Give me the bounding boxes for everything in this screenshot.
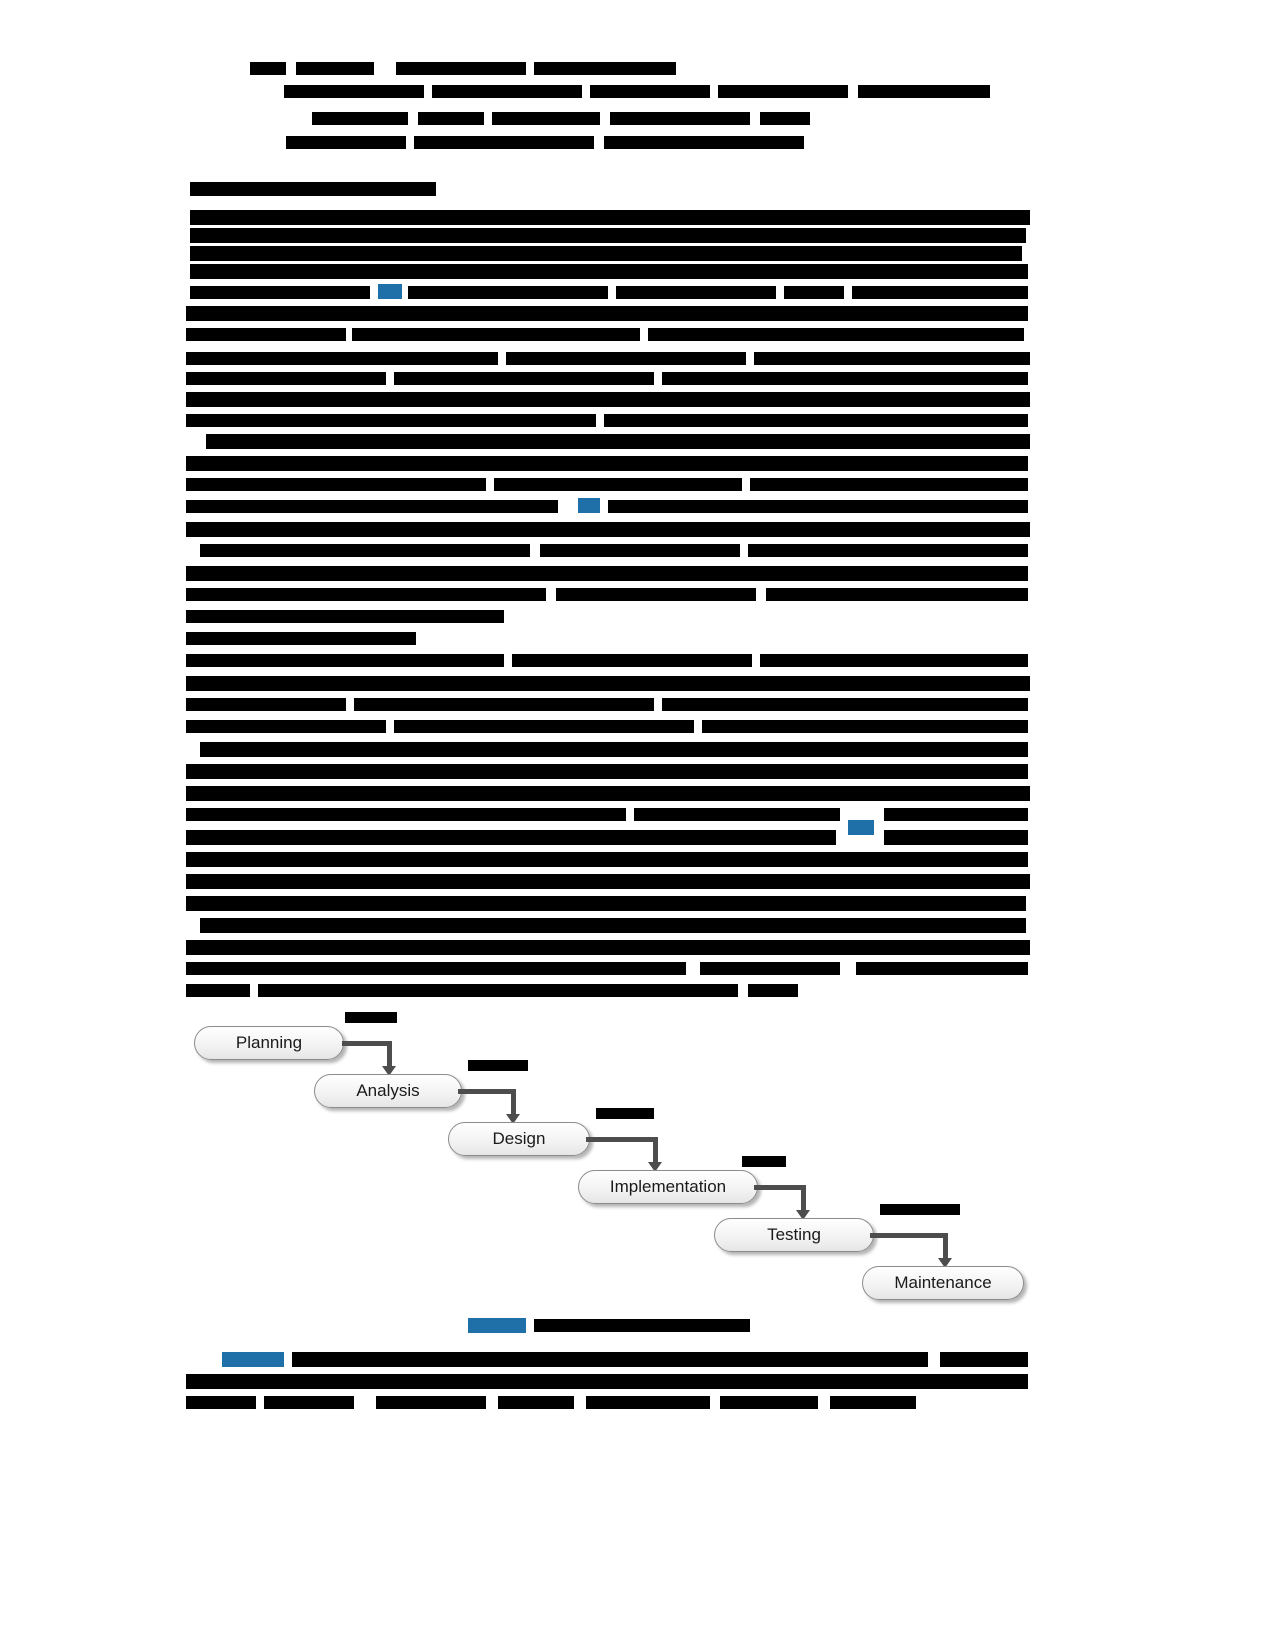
text-line	[206, 434, 1030, 449]
text-line	[748, 984, 798, 997]
flow-node-testing[interactable]	[714, 1218, 874, 1252]
edge-label-redacted	[345, 1012, 397, 1023]
text-line	[940, 1352, 1028, 1367]
text-line	[190, 246, 1022, 261]
text-line	[186, 328, 346, 341]
text-fragment	[432, 85, 582, 98]
text-fragment	[760, 112, 810, 125]
text-line	[884, 808, 1028, 821]
text-line	[186, 588, 546, 601]
text-line	[354, 698, 654, 711]
text-line	[648, 328, 1024, 341]
text-line	[186, 720, 386, 733]
text-fragment	[296, 62, 374, 75]
text-line	[186, 654, 504, 667]
text-line	[766, 588, 1028, 601]
text-line	[856, 962, 1028, 975]
text-line	[700, 962, 840, 975]
text-fragment	[604, 136, 804, 149]
text-line	[186, 1396, 256, 1409]
connector-implementation-testing	[754, 1185, 806, 1190]
section-heading	[190, 182, 436, 196]
flow-node-analysis[interactable]	[314, 1074, 462, 1108]
citation-marker	[848, 820, 874, 835]
connector-analysis-design	[458, 1089, 516, 1094]
text-line	[748, 544, 1028, 557]
text-fragment	[396, 62, 526, 75]
text-line	[352, 328, 640, 341]
flow-node-planning[interactable]	[194, 1026, 344, 1060]
text-fragment	[250, 62, 286, 75]
text-line	[186, 632, 416, 645]
flow-node-label: Maintenance	[894, 1273, 992, 1292]
reference-label	[222, 1352, 284, 1367]
text-line	[186, 456, 1028, 471]
text-line	[186, 414, 596, 427]
edge-label-redacted	[880, 1204, 960, 1215]
text-line	[604, 414, 1028, 427]
connector-testing-maintenance	[870, 1233, 948, 1238]
text-fragment	[286, 136, 406, 149]
text-line	[186, 896, 1026, 911]
text-line	[494, 478, 742, 491]
text-line	[186, 372, 386, 385]
text-line	[186, 306, 1028, 321]
text-fragment	[414, 136, 594, 149]
text-line	[506, 352, 746, 365]
text-line	[186, 940, 1030, 955]
text-line	[186, 1374, 1028, 1389]
flow-node-label: Planning	[235, 1033, 303, 1052]
text-fragment	[718, 85, 848, 98]
text-line	[200, 742, 1028, 757]
flow-node-label: Design	[492, 1129, 546, 1148]
flow-node-label: Testing	[767, 1225, 821, 1244]
text-line	[190, 228, 1026, 243]
text-line	[186, 962, 686, 975]
text-line	[186, 500, 558, 513]
text-fragment	[590, 85, 710, 98]
text-line	[186, 610, 504, 623]
text-line	[750, 478, 1028, 491]
edge-label-redacted	[596, 1108, 654, 1119]
text-line	[186, 786, 1030, 801]
text-line	[186, 698, 346, 711]
text-line	[754, 352, 1030, 365]
text-line	[498, 1396, 574, 1409]
text-line	[186, 984, 250, 997]
text-line	[190, 210, 1030, 225]
connector-planning-analysis	[342, 1041, 392, 1046]
text-line	[408, 286, 608, 299]
text-line	[186, 478, 486, 491]
text-line	[186, 566, 1028, 581]
figure-1-flowchart	[180, 1010, 1060, 1320]
text-fragment	[492, 112, 600, 125]
text-fragment	[312, 112, 408, 125]
text-line	[190, 264, 1028, 279]
edge-label-redacted	[468, 1060, 528, 1071]
text-line	[200, 918, 1026, 933]
text-fragment	[534, 62, 676, 75]
text-line	[200, 544, 530, 557]
text-line	[186, 764, 1028, 779]
text-line	[760, 654, 1028, 667]
text-line	[190, 286, 370, 299]
text-line	[258, 984, 738, 997]
text-line	[394, 720, 694, 733]
text-line	[852, 286, 1028, 299]
text-line	[884, 830, 1028, 845]
edge-label-redacted	[742, 1156, 786, 1167]
text-line	[634, 808, 840, 821]
text-fragment	[858, 85, 990, 98]
text-line	[394, 372, 654, 385]
text-line	[186, 392, 1030, 407]
flow-node-label: Implementation	[609, 1177, 727, 1196]
text-line	[556, 588, 756, 601]
text-line	[376, 1396, 486, 1409]
flow-node-design[interactable]	[448, 1122, 590, 1156]
text-line	[720, 1396, 818, 1409]
text-line	[186, 830, 836, 845]
text-line	[186, 352, 498, 365]
text-line	[186, 676, 1030, 691]
flow-node-label: Analysis	[356, 1081, 420, 1100]
citation-marker	[378, 284, 402, 299]
figure-label	[468, 1318, 526, 1333]
text-line	[662, 372, 1028, 385]
text-line	[186, 852, 1028, 867]
text-line	[616, 286, 776, 299]
text-line	[540, 544, 740, 557]
text-line	[512, 654, 752, 667]
text-line	[830, 1396, 916, 1409]
text-line	[586, 1396, 710, 1409]
text-fragment	[284, 85, 424, 98]
caption-text	[534, 1319, 750, 1332]
flow-node-implementation[interactable]	[578, 1170, 758, 1204]
text-line	[186, 808, 626, 821]
flow-node-maintenance[interactable]	[862, 1266, 1024, 1300]
citation-marker	[578, 498, 600, 513]
text-line	[186, 874, 1030, 889]
text-line	[662, 698, 1028, 711]
text-line	[702, 720, 1028, 733]
text-fragment	[610, 112, 750, 125]
text-line	[186, 522, 1030, 537]
text-line	[784, 286, 844, 299]
text-line	[292, 1352, 928, 1367]
text-fragment	[418, 112, 484, 125]
text-line	[264, 1396, 354, 1409]
connector-design-implementation	[586, 1137, 658, 1142]
text-line	[608, 500, 1028, 513]
